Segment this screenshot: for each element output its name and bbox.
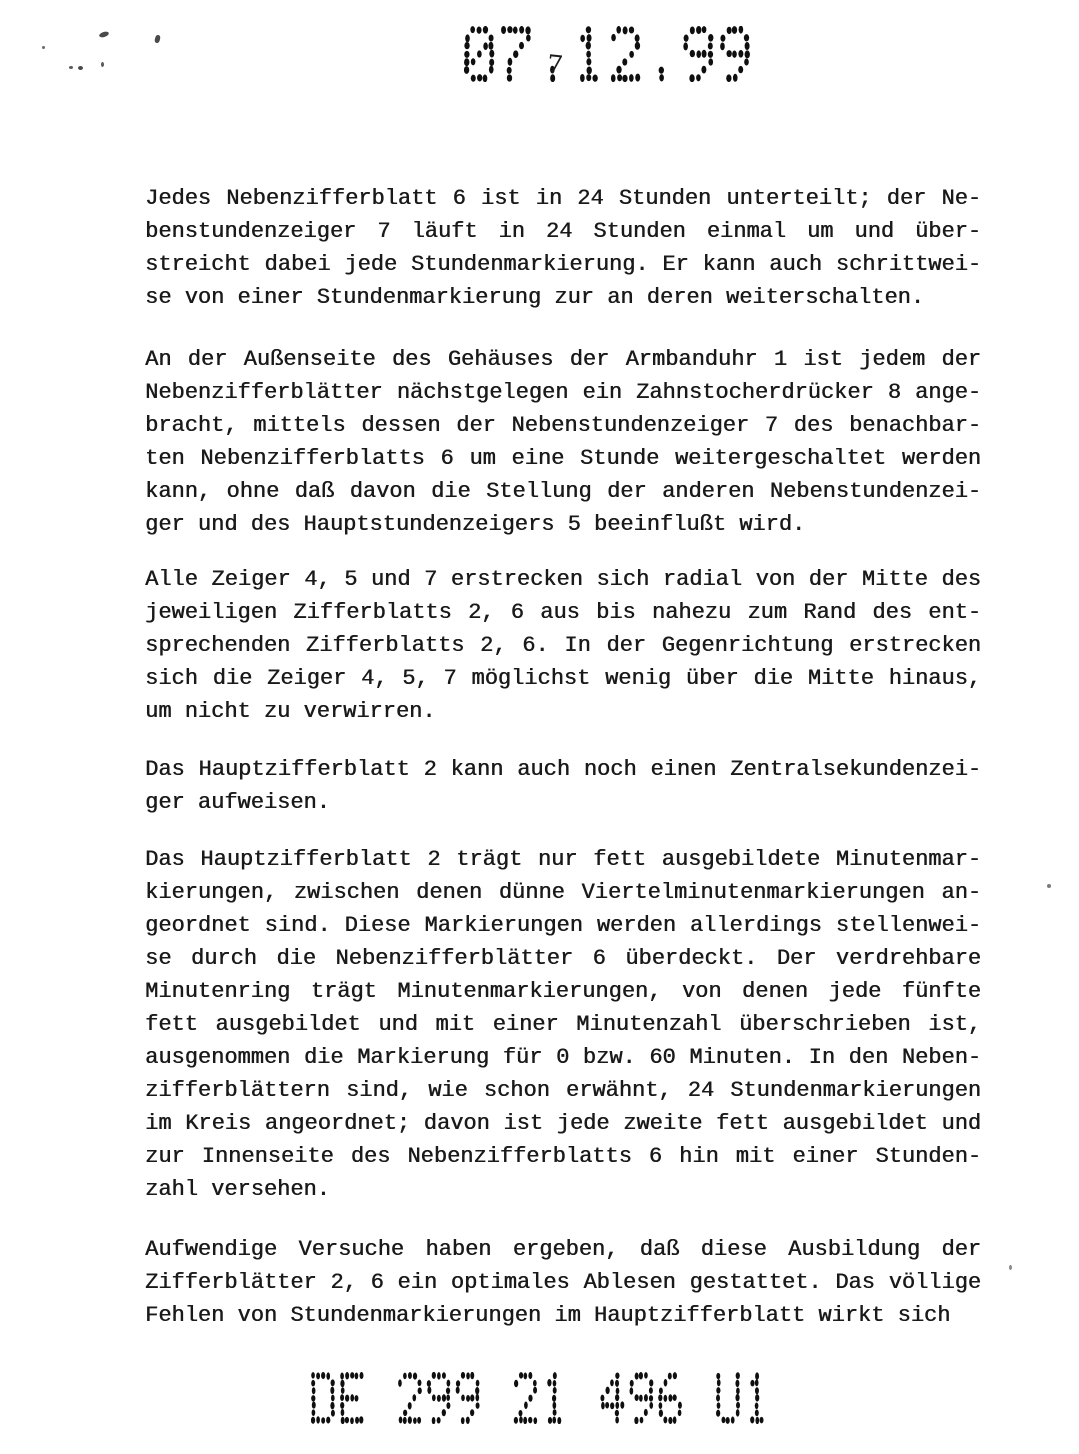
handwritten-mark: 7: [545, 49, 565, 80]
date-stamp-dotmatrix: [464, 26, 750, 82]
publication-number-dotmatrix: [311, 1372, 769, 1424]
scan-artifact: [78, 66, 83, 70]
paragraph: [145, 1233, 981, 1332]
paragraph: [145, 182, 981, 314]
text-line: ger aufweisen.: [145, 790, 330, 815]
paragraph: [145, 753, 981, 819]
scan-artifact: [154, 35, 161, 44]
text-line: Zifferblätter 2, 6 ein optimales Ablesen gestattet. Das völlige: [145, 1270, 981, 1295]
text-line: Fehlen von Stundenmarkierungen im Hauptzifferblatt wirkt sich: [145, 1303, 951, 1328]
text-line: bracht, mittels dessen der Nebenstundenzeiger 7 des benachbar-: [145, 413, 981, 438]
text-line: ger und des Hauptstundenzeigers 5 beeinflußt wird.: [145, 512, 806, 537]
text-line: An der Außenseite des Gehäuses der Armbanduhr 1 ist jedem der: [145, 347, 981, 372]
text-line: Minutenring trägt Minutenmarkierungen, von denen jede fünfte: [145, 979, 981, 1004]
text-line: Alle Zeiger 4, 5 und 7 erstrecken sich radial von der Mitte des: [145, 567, 981, 592]
text-line: ausgenommen die Markierung für 0 bzw. 60 Minuten. In den Neben-: [145, 1045, 981, 1070]
scan-artifact: [42, 46, 45, 49]
scan-artifact: [1047, 884, 1051, 888]
text-line: ten Nebenzifferblatts 6 um eine Stunde weitergeschaltet werden: [145, 446, 981, 471]
description-text: [145, 182, 981, 1332]
text-line: Jedes Nebenzifferblatt 6 ist in 24 Stunden unterteilt; der Ne-: [145, 186, 981, 211]
text-line: kann, ohne daß davon die Stellung der anderen Nebenstundenzei-: [145, 479, 981, 504]
text-line: sprechenden Zifferblatts 2, 6. In der Gegenrichtung erstrecken: [145, 633, 981, 658]
scan-artifact: [98, 31, 109, 39]
text-line: um nicht zu verwirren.: [145, 699, 436, 724]
text-line: Nebenzifferblätter nächstgelegen ein Zahnstocherdrücker 8 ange-: [145, 380, 981, 405]
text-line: Das Hauptzifferblatt 2 kann auch noch einen Zentralsekundenzei-: [145, 757, 981, 782]
paragraph: [145, 343, 981, 541]
text-line: Das Hauptzifferblatt 2 trägt nur fett ausgebildete Minutenmar-: [145, 847, 981, 872]
text-line: fett ausgebildet und mit einer Minutenzahl überschrieben ist,: [145, 1012, 981, 1037]
date-received-stamp: [464, 26, 750, 82]
text-line: se durch die Nebenzifferblätter 6 überdeckt. Der verdrehbare: [145, 946, 981, 971]
text-line: se von einer Stundenmarkierung zur an deren weiterschalten.: [145, 285, 924, 310]
text-line: streicht dabei jede Stundenmarkierung. Er kann auch schrittwei-: [145, 252, 981, 277]
text-line: kierungen, zwischen denen dünne Viertelminutenmarkierungen an-: [145, 880, 981, 905]
text-line: Aufwendige Versuche haben ergeben, daß diese Ausbildung der: [145, 1237, 981, 1262]
scan-artifact: [101, 62, 104, 67]
text-line: geordnet sind. Diese Markierungen werden allerdings stellenwei-: [145, 913, 981, 938]
scan-artifact: [1009, 1265, 1012, 1270]
text-line: zur Innenseite des Nebenzifferblatts 6 hin mit einer Stunden-: [145, 1144, 981, 1169]
text-line: im Kreis angeordnet; davon ist jede zweite fett ausgebildet und: [145, 1111, 981, 1136]
paragraph: [145, 563, 981, 728]
text-line: zifferblättern sind, wie schon erwähnt, 24 Stundenmarkierungen: [145, 1078, 981, 1103]
scan-artifact: [69, 66, 73, 69]
paragraph: [145, 843, 981, 1206]
text-line: jeweiligen Zifferblatts 2, 6 aus bis nahezu zum Rand des ent-: [145, 600, 981, 625]
text-line: sich die Zeiger 4, 5, 7 möglichst wenig über die Mitte hinaus,: [145, 666, 981, 691]
publication-number-stamp: [311, 1372, 769, 1424]
text-line: benstundenzeiger 7 läuft in 24 Stunden einmal um und über-: [145, 219, 981, 244]
text-line: zahl versehen.: [145, 1177, 330, 1202]
